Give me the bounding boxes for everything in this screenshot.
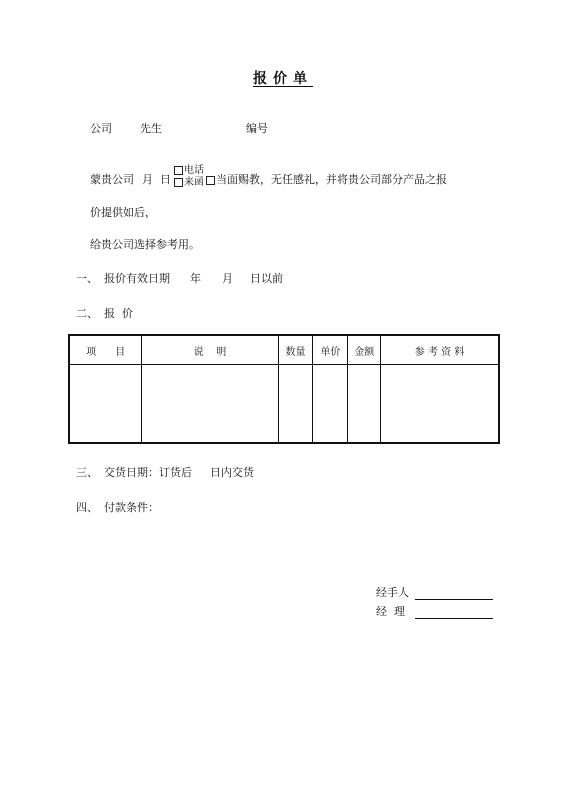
cell-description[interactable] — [142, 365, 278, 444]
table-row — [69, 365, 499, 444]
contact-method-options — [174, 165, 204, 189]
handler-signature — [376, 584, 493, 600]
section1-text: 报价有效日期 — [104, 272, 170, 285]
header-description: 说 明 — [142, 335, 278, 365]
table-header-row — [69, 335, 499, 365]
header-reference: 参 考 资 料 — [381, 335, 499, 365]
number-label: 编号 — [246, 122, 268, 135]
section4-number: 四、 — [76, 501, 98, 514]
checkbox-inperson[interactable] — [206, 176, 215, 185]
checkbox-phone[interactable] — [174, 166, 183, 175]
section2-text: 报 价 — [104, 307, 133, 320]
checkbox-letter[interactable] — [174, 178, 183, 187]
document-title: 报价单 — [253, 71, 313, 87]
cell-amount[interactable] — [348, 365, 381, 444]
section2-number: 二、 — [76, 307, 98, 320]
cell-reference[interactable] — [381, 365, 499, 444]
handler-signature-line[interactable] — [415, 589, 493, 600]
handler-label: 经手人 — [376, 586, 409, 599]
section4-text: 付款条件： — [104, 501, 159, 514]
intro-line3: 给贵公司选择参考用。 — [90, 238, 200, 251]
section3-text: 交货日期：订货后 — [104, 466, 192, 479]
option-letter[interactable]: 来函 — [174, 177, 204, 189]
company-label: 公司 — [90, 122, 112, 135]
header-amount: 金额 — [348, 335, 381, 365]
option-inperson[interactable]: 当面赐教，无任感礼，并将贵公司部分产品之报 — [206, 171, 447, 187]
header-unit-price: 单价 — [313, 335, 348, 365]
manager-label: 经 理 — [376, 605, 405, 618]
intro-line2: 价提供如后， — [90, 206, 156, 219]
cell-unit-price[interactable] — [313, 365, 348, 444]
cell-item[interactable] — [69, 365, 142, 444]
header-quantity: 数量 — [278, 335, 313, 365]
manager-signature-line[interactable] — [415, 608, 493, 619]
manager-signature — [376, 603, 493, 619]
cell-quantity[interactable] — [278, 365, 313, 444]
option-phone[interactable]: 电话 — [174, 165, 204, 177]
section1-month: 月 — [222, 272, 233, 285]
mister-label: 先生 — [140, 122, 162, 135]
header-item: 项 目 — [69, 335, 142, 365]
section1-number: 一、 — [76, 272, 98, 285]
intro-day: 日 — [160, 173, 171, 186]
intro-line1-start: 蒙贵公司 — [90, 173, 134, 186]
section3-number: 三、 — [76, 466, 98, 479]
section1-year: 年 — [190, 272, 201, 285]
section1-day: 日以前 — [250, 272, 283, 285]
quote-table — [68, 334, 500, 444]
intro-month: 月 — [142, 173, 153, 186]
section3-tail: 日内交货 — [210, 466, 254, 479]
